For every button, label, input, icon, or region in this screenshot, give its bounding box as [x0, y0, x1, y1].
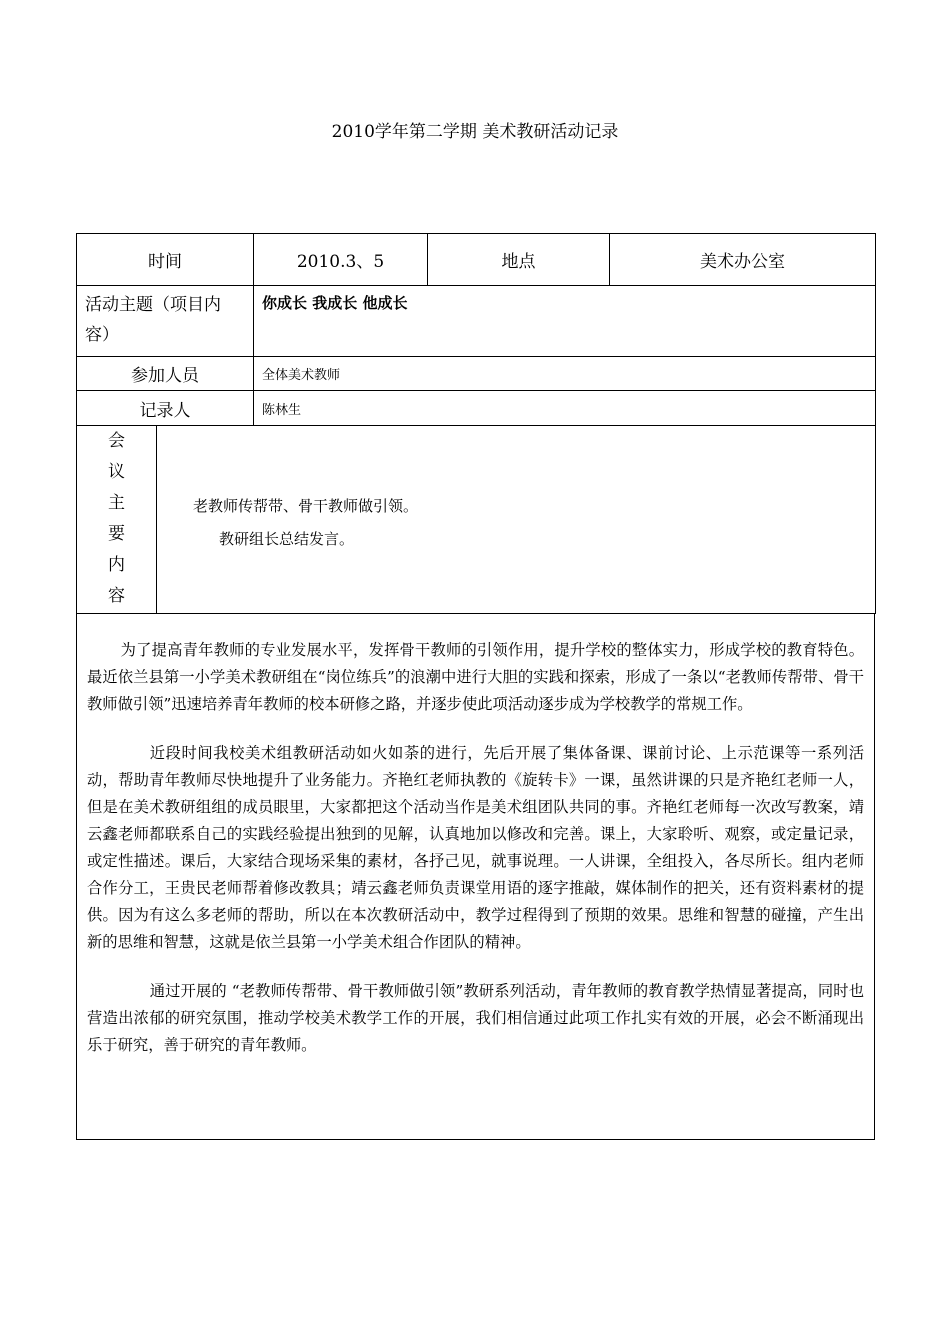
participants-row: [77, 357, 876, 391]
time-place-row: [77, 234, 876, 286]
recorder-row: [77, 391, 876, 426]
content-label-char: 要: [108, 524, 125, 544]
content-line: 教研组长总结发言。: [219, 530, 355, 548]
theme-row: [77, 286, 876, 357]
theme-value: 你成长 我成长 他成长: [254, 286, 876, 357]
content-label-char: 会: [108, 431, 125, 451]
content-label-char: 容: [108, 586, 125, 606]
essay-paragraph: 近段时间我校美术组教研活动如火如荼的进行，先后开展了集体备课、课前讨论、上示范课等一系列活动，帮助青年教师尽快地提升了业务能力。齐艳红老师执教的《旋转卡》一课，虽然讲课的只是齐艳红老师一人，但是在美术教研组组的成员眼里，大家都把这个活动当作是美术组团队共同的事。齐艳红老师每一次改写教案，靖云鑫老师都联系自己的实践经验提出独到的见解，认真地加以修改和完善。课上，大家聆听、观察，或定量记录，或定性描述。课后，大家结合现场采集的素材，各抒己见，就事说理。一人讲课，全组投入，各尽所长。组内老师合作分工，王贵民老师帮着修改教具；靖云鑫老师负责课堂用语的逐字推敲，媒体制作的把关，还有资料素材的提供。因为有这么多老师的帮助，所以在本次教研活动中，教学过程得到了预期的效果。思维和智慧的碰撞，产生出新的思维和智慧，这就是依兰县第一小学美术组合作团队的精神。: [87, 744, 864, 951]
content-label-char: 内: [108, 555, 125, 575]
time-label: 时间: [77, 234, 254, 286]
essay-paragraph: 为了提高青年教师的专业发展水平，发挥骨干教师的引领作用，提升学校的整体实力，形成学校的教育特色。最近依兰县第一小学美术教研组在“岗位练兵”的浪潮中进行大胆的实践和探索，形成了一条以“老教师传帮带、骨干教师做引领”迅速培养青年教师的校本研修之路，并逐步使此项活动逐步成为学校教学的常规工作。: [87, 641, 864, 713]
participants-label: 参加人员: [77, 357, 254, 391]
content-label-char: 主: [108, 493, 125, 513]
time-value: 2010.3、5: [254, 234, 428, 286]
place-value: 美术办公室: [610, 234, 876, 286]
participants-value: 全体美术教师: [254, 357, 876, 391]
essay-paragraph: 通过开展的 “老教师传帮带、骨干教师做引领”教研系列活动，青年教师的教育教学热情显著提高，同时也营造出浓郁的研究氛围，推动学校美术教学工作的开展，我们相信通过此项工作扎实有效的开展，必会不断涌现出乐于研究，善于研究的青年教师。: [87, 982, 864, 1054]
content-line: 老教师传帮带、骨干教师做引领。: [193, 497, 419, 515]
theme-label: 活动主题（项目内容）: [77, 286, 254, 357]
content-label: [77, 426, 157, 614]
document-title: 2010学年第二学期 美术教研活动记录: [331, 122, 619, 142]
record-table: [76, 233, 876, 426]
content-body: [157, 426, 876, 614]
place-label: 地点: [428, 234, 610, 286]
recorder-label: 记录人: [77, 391, 254, 426]
recorder-value: 陈林生: [254, 391, 876, 426]
content-label-char: 议: [108, 462, 125, 482]
content-table: [76, 425, 876, 614]
essay-section: [76, 613, 875, 1140]
content-row: [77, 426, 876, 614]
